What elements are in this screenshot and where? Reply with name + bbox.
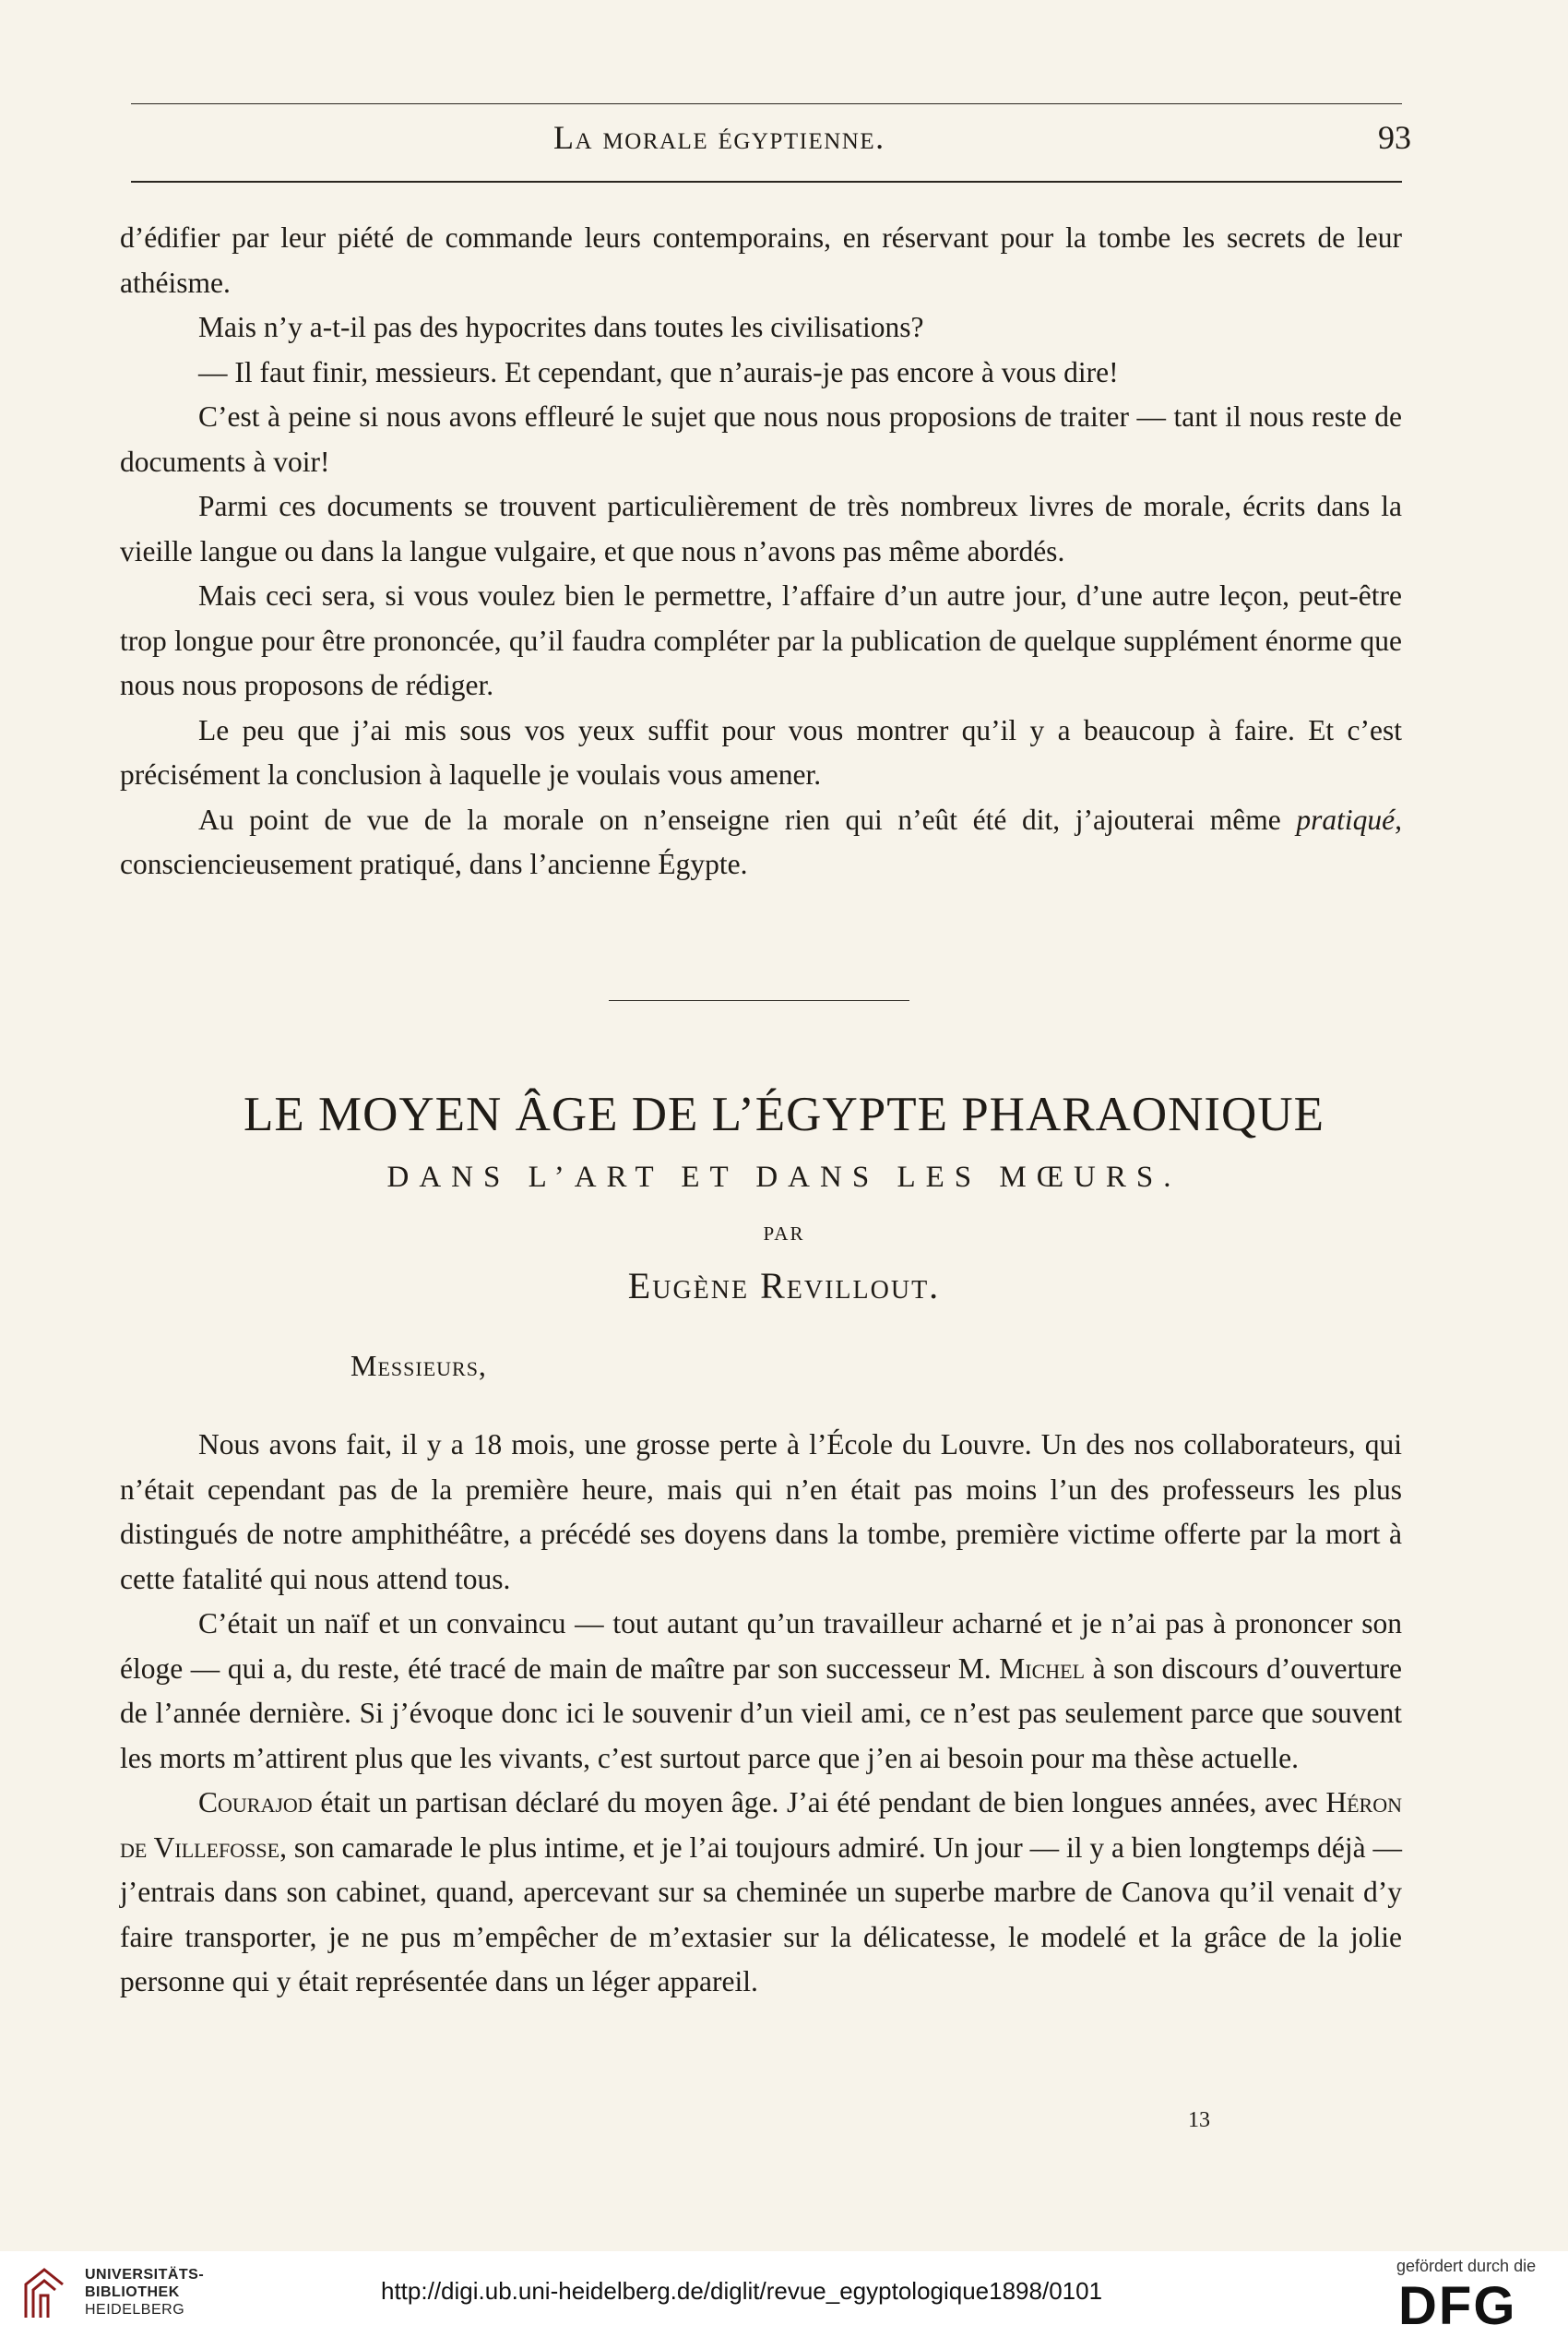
italic-word: pratiqué, — [1296, 803, 1402, 836]
byline-par: PAR — [763, 1222, 805, 1245]
person-name: Courajod — [198, 1786, 313, 1818]
text-run: consciencieusement pratiqué, dans l’ancienne Égypte. — [120, 848, 748, 880]
library-name — [85, 2266, 204, 2319]
paragraph-last — [120, 798, 1402, 888]
article-title: LE MOYEN ÂGE DE L’ÉGYPTE PHARAONIQUE — [244, 1088, 1324, 1141]
text-run: C’était un naïf et un convaincu — tout autant qu’un travailleur acharné et je n’ai pas à prononcer son éloge — qui a, du reste, été tracé de main de maître par son successeur M. — [120, 1607, 1402, 1685]
library-line: BIBLIOTHEK — [85, 2284, 180, 2300]
paragraph: d’édifier par leur piété de commande leurs contemporains, en réservant pour la tombe les secrets de leur athéisme. — [120, 221, 1402, 299]
section-two-text — [120, 1423, 1402, 2005]
library-line: HEIDELBERG — [85, 2302, 185, 2318]
signature-mark: 13 — [1188, 2108, 1210, 2132]
text-run: était un partisan déclaré du moyen âge. J’ai été pendant de bien longues années, avec — [312, 1786, 1326, 1818]
header-bottom-rule — [131, 181, 1402, 183]
paragraph: Le peu que j’ai mis sous vos yeux suffit pour vous montrer qu’il y a beaucoup à faire. Et c’est précisément la conclusion à laquelle je voulais vous amener. — [120, 713, 1402, 791]
paragraph: Mais ceci sera, si vous voulez bien le permettre, l’affaire d’un autre jour, d’une autre leçon, peut-être trop longue pour être prononcée, qu’il faudra compléter par la publication de quelque supplément énorme que nous nous proposons de rédiger. — [120, 579, 1402, 701]
digitization-footer — [0, 2251, 1568, 2336]
library-line: UNIVERSITÄTS- — [85, 2267, 205, 2283]
library-logo-icon — [17, 2264, 72, 2321]
article-subtitle: DANS L’ART ET DANS LES MŒURS. — [386, 1161, 1182, 1194]
section-divider — [609, 1000, 909, 1001]
paragraph — [120, 1602, 1402, 1781]
paragraph: — Il faut finir, messieurs. Et cependant, que n’aurais-je pas encore à vous dire! — [198, 355, 1119, 388]
article-author: Eugène Revillout. — [627, 1265, 941, 1306]
paragraph — [120, 1781, 1402, 2005]
source-url-link[interactable]: http://digi.ub.uni-heidelberg.de/diglit/revue_egyptologique1898/0101 — [381, 2277, 1103, 2305]
text-run: Au point de vue de la morale on n’enseigne rien qui n’eût été dit, j’ajouterai même — [198, 803, 1297, 836]
section-one-text — [120, 216, 1402, 888]
salutation: Messieurs, — [350, 1349, 487, 1382]
paragraph: Parmi ces documents se trouvent particulièrement de très nombreux livres de morale, écrits dans la vieille langue ou dans la langue vulgaire, et que nous n’avons pas même abordés. — [120, 490, 1402, 567]
dfg-logo: DFG — [1398, 2276, 1517, 2336]
header-top-rule — [131, 103, 1402, 104]
person-name: Héron de Villefosse — [120, 1786, 1402, 1864]
funded-by-text: gefördert durch die — [1396, 2257, 1537, 2275]
page-number: 93 — [1378, 119, 1411, 156]
paragraph: C’est à peine si nous avons effleuré le sujet que nous nous proposions de traiter — tant il nous reste de documents à voir! — [120, 400, 1402, 478]
person-name: Michel — [999, 1651, 1086, 1685]
paragraph: Nous avons fait, il y a 18 mois, une grosse perte à l’École du Louvre. Un des nos collaborateurs, qui n’était cependant pas de la première heure, mais qui n’en était pas moins l’un des professeurs les plus distingués de notre amphithéâtre, a précédé ses doyens dans la tombe, première victime offerte par la mort à cette fatalité qui nous attend tous. — [120, 1428, 1402, 1595]
text-run: , son camarade le plus intime, et je l’ai toujours admiré. Un jour — il y a bien longtemps déjà — j’entrais dans son cabinet, quand, apercevant sur sa cheminée un superbe marbre de Canova qu’il venait d’y faire transporter, je ne pus m’empêcher de m’extasier sur la délicatesse, le modelé et la grâce de la jolie personne qui y était représentée dans un léger appareil. — [120, 1830, 1402, 1997]
text-run: à son discours d’ouverture de l’année dernière. Si j’évoque donc ici le souvenir d’un vieil ami, ce n’est pas seulement parce que souvent les morts m’attirent plus que les vivants, c’est surtout parce que j’en ai besoin pour ma thèse actuelle. — [120, 1651, 1402, 1774]
running-title: La morale égyptienne. — [553, 119, 885, 156]
paragraph: Mais n’y a-t-il pas des hypocrites dans toutes les civilisations? — [198, 311, 924, 343]
